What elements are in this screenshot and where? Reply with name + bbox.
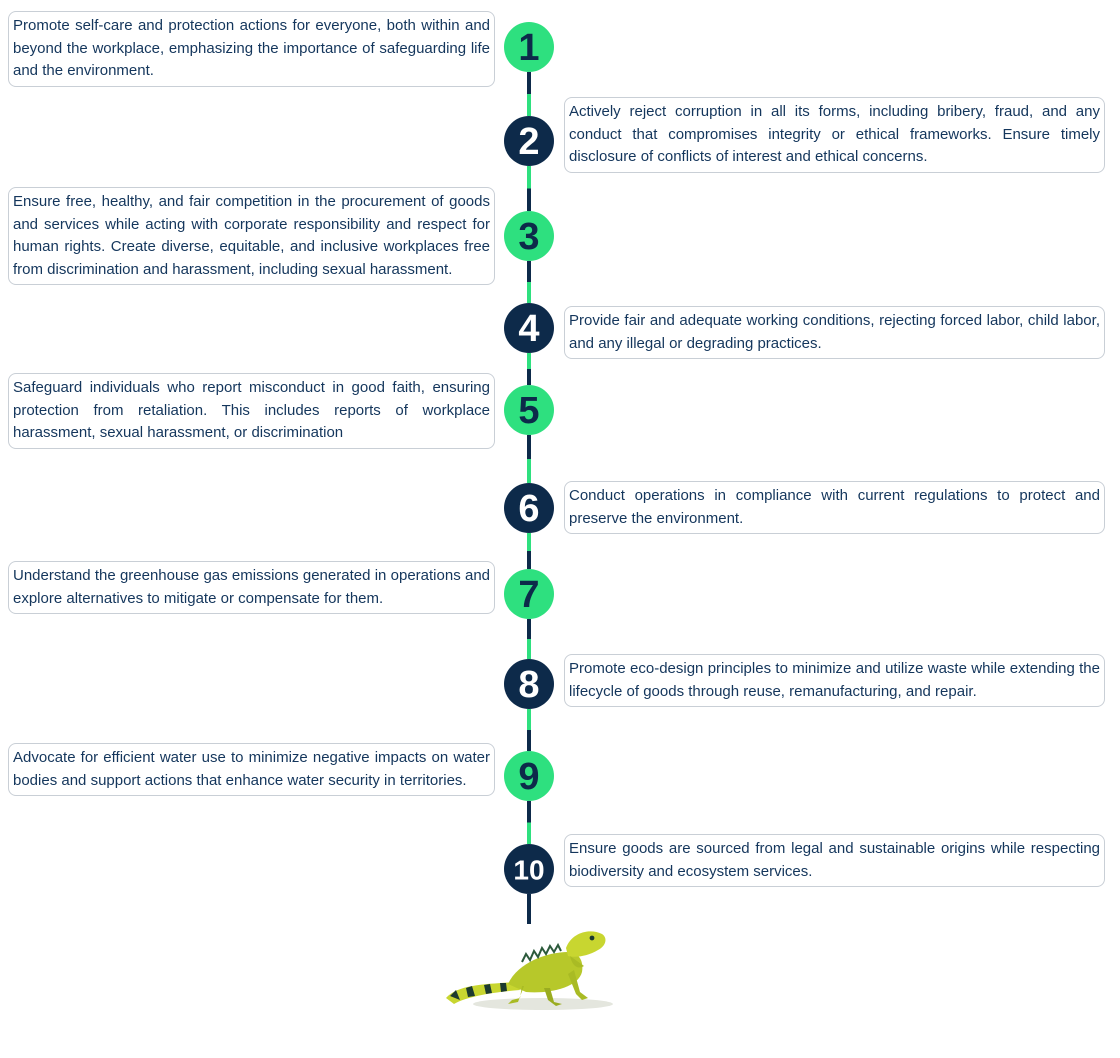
step-9-text: Advocate for efficient water use to minimize negative impacts on water bodies and support actions that enhance water security in territories. — [8, 743, 495, 796]
step-5-number: 5 — [518, 390, 540, 432]
step-10-number: 10 — [513, 854, 545, 886]
step-2-text: Actively reject corruption in all its forms, including bribery, fraud, and any conduct that compromises integrity or ethical frameworks. Ensure timely disclosure of conflicts of interest and ethical concerns. — [564, 97, 1105, 173]
step-8-text: Promote eco-design principles to minimize and utilize waste while extending the lifecycle of goods through reuse, remanufacturing, and repair. — [564, 654, 1105, 707]
step-10-text: Ensure goods are sourced from legal and sustainable origins while respecting biodiversity and ecosystem services. — [564, 834, 1105, 887]
step-6-number: 6 — [518, 488, 540, 530]
step-1-number: 1 — [518, 27, 540, 69]
step-9-number: 9 — [518, 756, 540, 798]
step-5-text: Safeguard individuals who report misconduct in good faith, ensuring protection from retaliation. This includes reports of workplace harassment, sexual harassment, or discrimination — [8, 373, 495, 449]
step-7-number: 7 — [518, 574, 540, 616]
step-7-text: Understand the greenhouse gas emissions generated in operations and explore alternatives to mitigate or compensate for them. — [8, 561, 495, 614]
step-8-number: 8 — [518, 664, 540, 706]
step-4-text: Provide fair and adequate working conditions, rejecting forced labor, child labor, and any illegal or degrading practices. — [564, 306, 1105, 359]
step-3-text: Ensure free, healthy, and fair competition in the procurement of goods and services while acting with corporate responsibility and respect for human rights. Create diverse, equitable, and inclusive workplaces free from discrimination and harassment, including sexual harassment. — [8, 187, 495, 285]
step-1-text: Promote self-care and protection actions for everyone, both within and beyond the workplace, emphasizing the importance of safeguarding life and the environment. — [8, 11, 495, 87]
step-4-number: 4 — [518, 308, 540, 350]
step-2-number: 2 — [518, 121, 540, 163]
step-3-number: 3 — [518, 216, 540, 258]
step-6-text: Conduct operations in compliance with current regulations to protect and preserve the environment. — [564, 481, 1105, 534]
iguana-icon — [438, 922, 623, 1014]
